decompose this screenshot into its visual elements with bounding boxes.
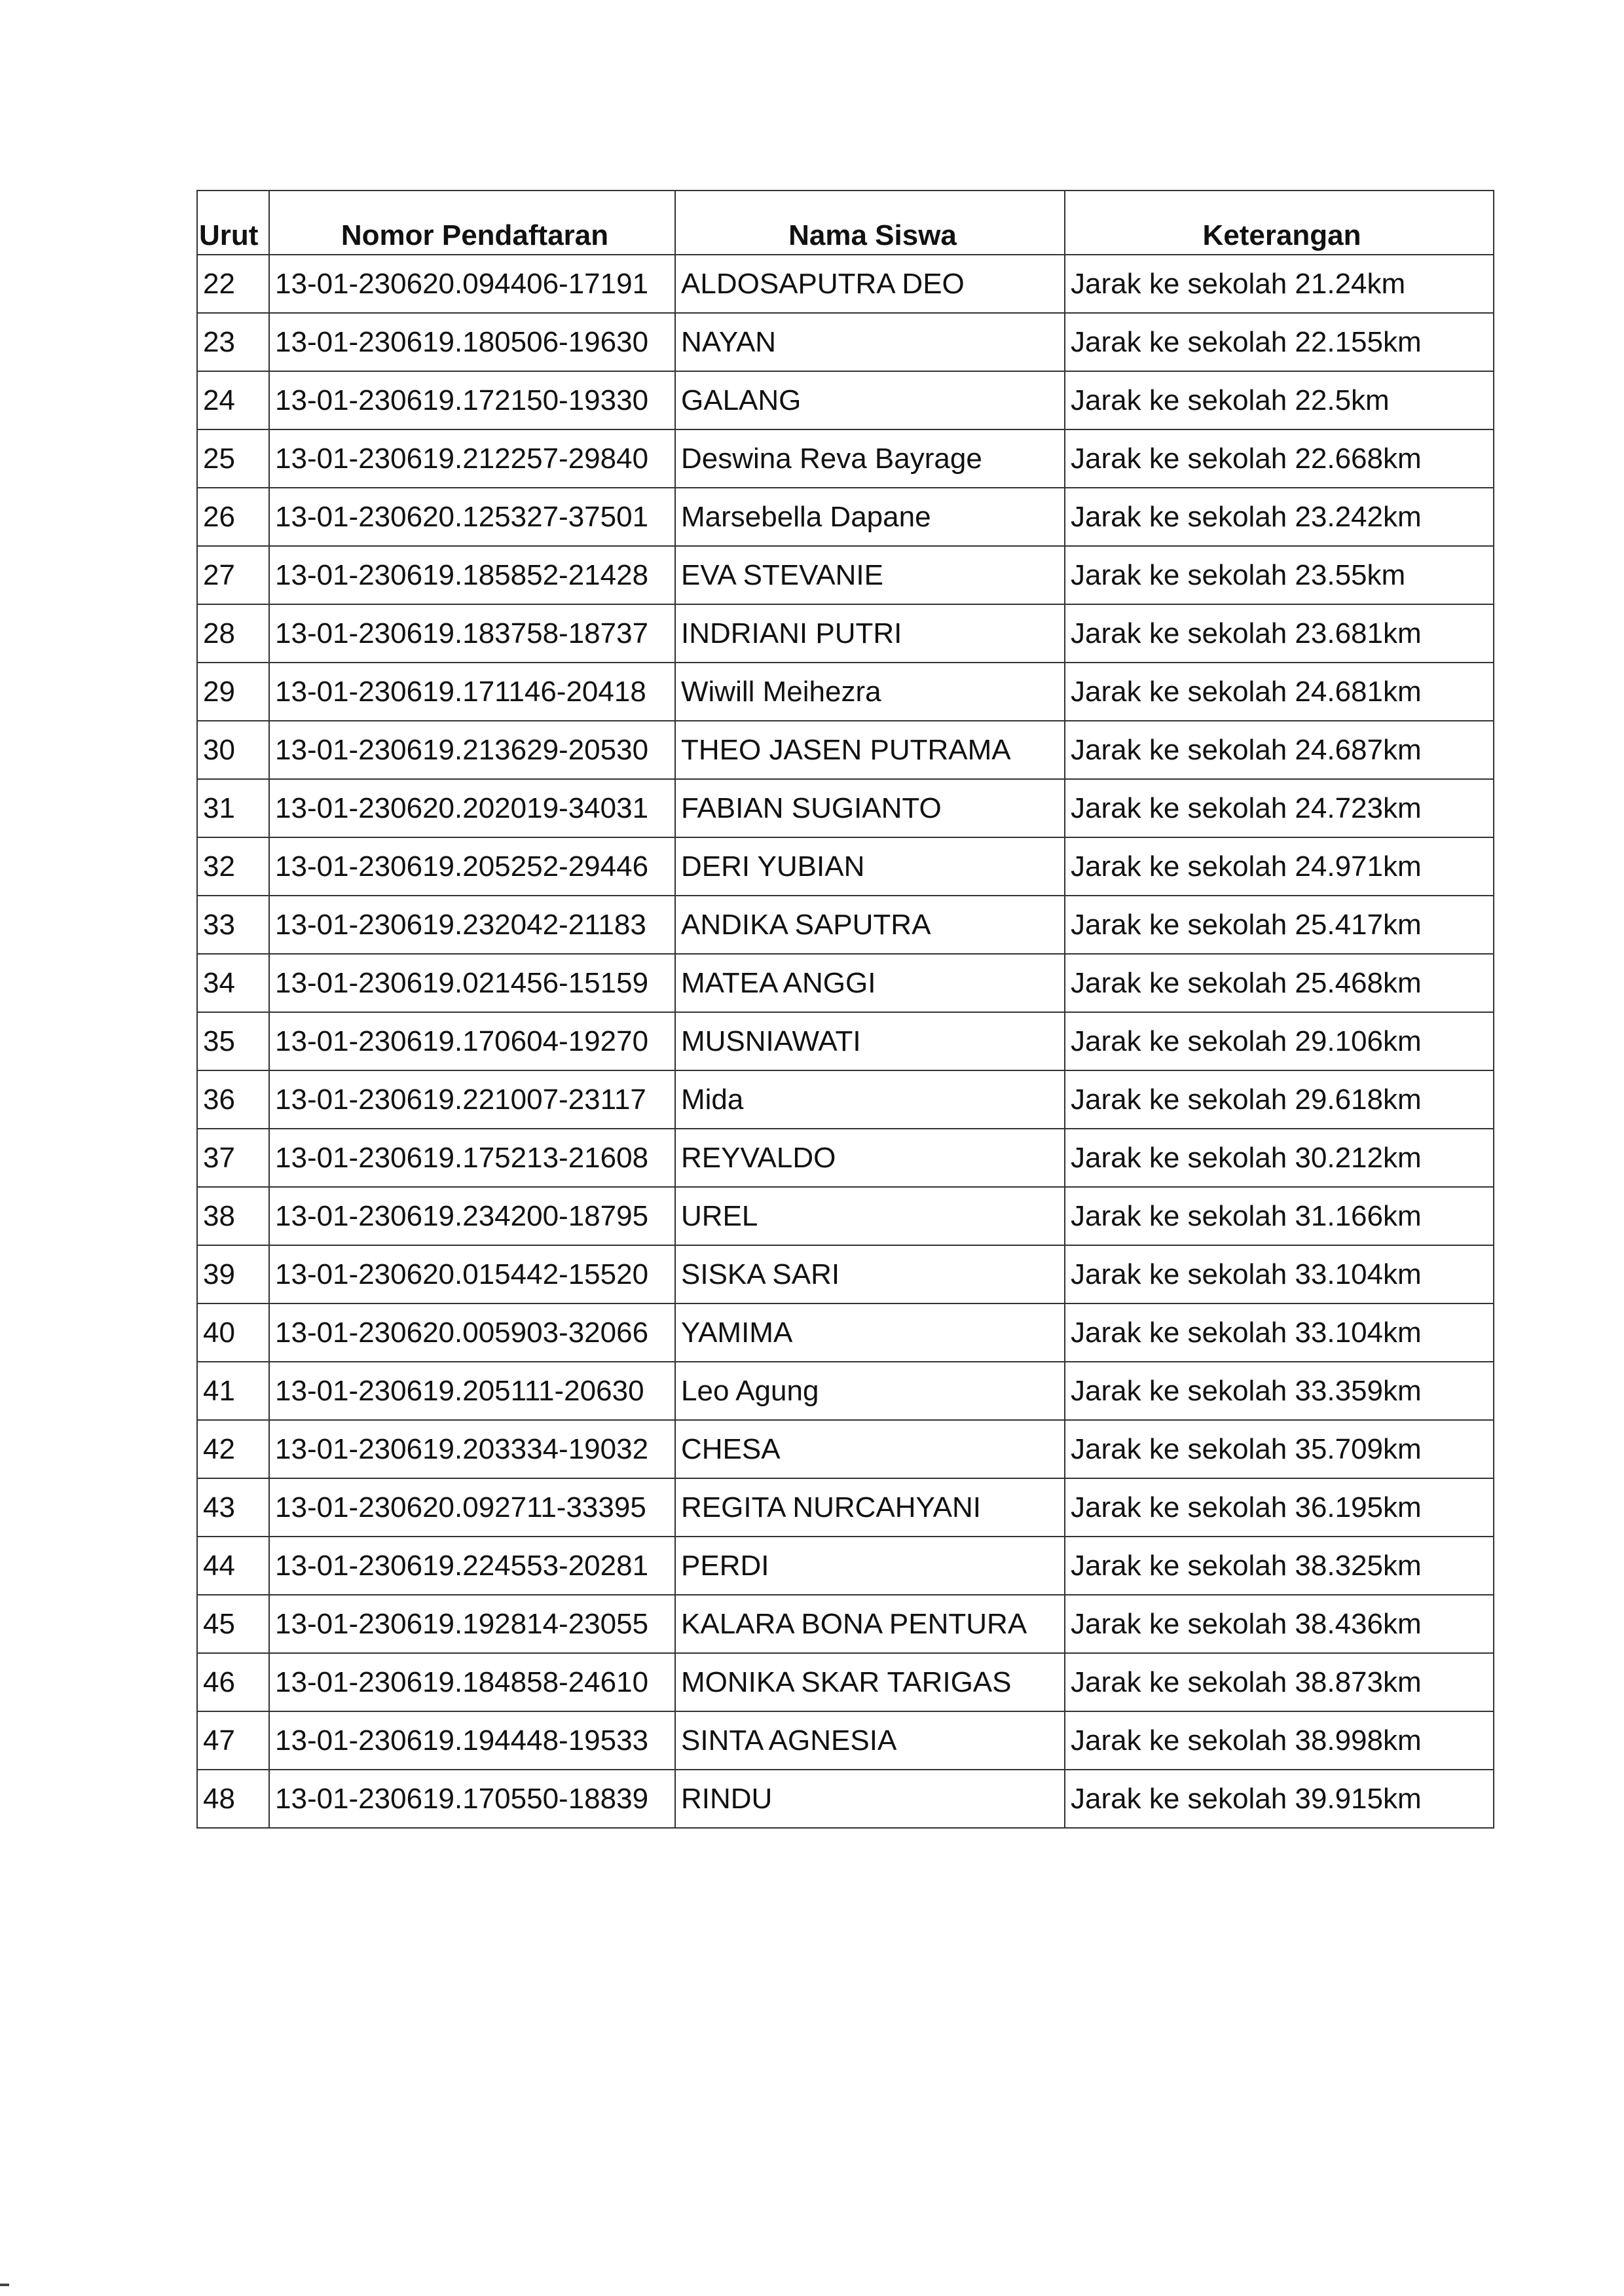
cell-keterangan: Jarak ke sekolah 22.668km (1065, 429, 1494, 488)
cell-urut: 43 (197, 1478, 269, 1537)
table-row (197, 837, 1494, 896)
table-row (197, 1245, 1494, 1303)
cell-nomor-pendaftaran: 13-01-230619.205252-29446 (269, 837, 675, 896)
cell-nomor-pendaftaran: 13-01-230619.221007-23117 (269, 1070, 675, 1129)
cell-keterangan: Jarak ke sekolah 23.55km (1065, 546, 1494, 604)
header-nomor-pendaftaran: Nomor Pendaftaran (269, 191, 675, 255)
cell-nomor-pendaftaran: 13-01-230619.203334-19032 (269, 1420, 675, 1478)
cell-keterangan: Jarak ke sekolah 38.998km (1065, 1711, 1494, 1770)
cell-nama-siswa: SINTA AGNESIA (675, 1711, 1065, 1770)
table-row (197, 779, 1494, 837)
cell-urut: 31 (197, 779, 269, 837)
cell-urut: 22 (197, 255, 269, 313)
table-row (197, 663, 1494, 721)
cell-nomor-pendaftaran: 13-01-230620.005903-32066 (269, 1303, 675, 1362)
cell-nama-siswa: RINDU (675, 1770, 1065, 1828)
table-row (197, 604, 1494, 663)
table-row (197, 896, 1494, 954)
cell-nama-siswa: Leo Agung (675, 1362, 1065, 1420)
table-row (197, 1420, 1494, 1478)
table-row (197, 313, 1494, 371)
cell-nomor-pendaftaran: 13-01-230620.094406-17191 (269, 255, 675, 313)
cell-nomor-pendaftaran: 13-01-230620.125327-37501 (269, 488, 675, 546)
cell-urut: 39 (197, 1245, 269, 1303)
cell-urut: 48 (197, 1770, 269, 1828)
cell-urut: 26 (197, 488, 269, 546)
table-row (197, 721, 1494, 779)
cell-nama-siswa: NAYAN (675, 313, 1065, 371)
student-ranking-table (196, 190, 1494, 1829)
cell-keterangan: Jarak ke sekolah 33.104km (1065, 1303, 1494, 1362)
cell-urut: 40 (197, 1303, 269, 1362)
scan-edge-mark (0, 2284, 9, 2286)
cell-nomor-pendaftaran: 13-01-230619.021456-15159 (269, 954, 675, 1012)
cell-urut: 44 (197, 1537, 269, 1595)
cell-nama-siswa: INDRIANI PUTRI (675, 604, 1065, 663)
cell-nomor-pendaftaran: 13-01-230619.205111-20630 (269, 1362, 675, 1420)
cell-keterangan: Jarak ke sekolah 24.687km (1065, 721, 1494, 779)
cell-keterangan: Jarak ke sekolah 23.242km (1065, 488, 1494, 546)
cell-nama-siswa: THEO JASEN PUTRAMA (675, 721, 1065, 779)
cell-nama-siswa: FABIAN SUGIANTO (675, 779, 1065, 837)
cell-keterangan: Jarak ke sekolah 33.104km (1065, 1245, 1494, 1303)
table-row (197, 1012, 1494, 1070)
cell-urut: 25 (197, 429, 269, 488)
table-row (197, 1770, 1494, 1828)
cell-urut: 41 (197, 1362, 269, 1420)
cell-keterangan: Jarak ke sekolah 36.195km (1065, 1478, 1494, 1537)
cell-keterangan: Jarak ke sekolah 29.618km (1065, 1070, 1494, 1129)
cell-nama-siswa: REYVALDO (675, 1129, 1065, 1187)
cell-keterangan: Jarak ke sekolah 24.971km (1065, 837, 1494, 896)
header-keterangan: Keterangan (1065, 191, 1494, 255)
cell-nomor-pendaftaran: 13-01-230619.194448-19533 (269, 1711, 675, 1770)
cell-nama-siswa: MATEA ANGGI (675, 954, 1065, 1012)
cell-keterangan: Jarak ke sekolah 38.325km (1065, 1537, 1494, 1595)
cell-nomor-pendaftaran: 13-01-230619.185852-21428 (269, 546, 675, 604)
cell-keterangan: Jarak ke sekolah 25.468km (1065, 954, 1494, 1012)
table-header (197, 191, 1494, 255)
cell-nomor-pendaftaran: 13-01-230619.171146-20418 (269, 663, 675, 721)
cell-keterangan: Jarak ke sekolah 39.915km (1065, 1770, 1494, 1828)
cell-urut: 27 (197, 546, 269, 604)
cell-urut: 32 (197, 837, 269, 896)
cell-nama-siswa: Mida (675, 1070, 1065, 1129)
cell-keterangan: Jarak ke sekolah 23.681km (1065, 604, 1494, 663)
cell-urut: 24 (197, 371, 269, 429)
table-row (197, 1362, 1494, 1420)
cell-urut: 35 (197, 1012, 269, 1070)
cell-urut: 38 (197, 1187, 269, 1245)
cell-keterangan: Jarak ke sekolah 29.106km (1065, 1012, 1494, 1070)
cell-urut: 23 (197, 313, 269, 371)
table-row (197, 255, 1494, 313)
cell-nomor-pendaftaran: 13-01-230620.015442-15520 (269, 1245, 675, 1303)
table-row (197, 1537, 1494, 1595)
cell-nomor-pendaftaran: 13-01-230620.092711-33395 (269, 1478, 675, 1537)
cell-keterangan: Jarak ke sekolah 25.417km (1065, 896, 1494, 954)
cell-nomor-pendaftaran: 13-01-230619.170550-18839 (269, 1770, 675, 1828)
cell-nama-siswa: Deswina Reva Bayrage (675, 429, 1065, 488)
cell-keterangan: Jarak ke sekolah 38.873km (1065, 1653, 1494, 1711)
cell-keterangan: Jarak ke sekolah 24.723km (1065, 779, 1494, 837)
cell-nama-siswa: GALANG (675, 371, 1065, 429)
cell-nomor-pendaftaran: 13-01-230619.175213-21608 (269, 1129, 675, 1187)
cell-keterangan: Jarak ke sekolah 30.212km (1065, 1129, 1494, 1187)
cell-urut: 46 (197, 1653, 269, 1711)
table-row (197, 1129, 1494, 1187)
cell-urut: 47 (197, 1711, 269, 1770)
cell-nama-siswa: MONIKA SKAR TARIGAS (675, 1653, 1065, 1711)
cell-nama-siswa: ANDIKA SAPUTRA (675, 896, 1065, 954)
cell-nama-siswa: PERDI (675, 1537, 1065, 1595)
cell-urut: 30 (197, 721, 269, 779)
cell-nama-siswa: EVA STEVANIE (675, 546, 1065, 604)
table-row (197, 954, 1494, 1012)
cell-urut: 45 (197, 1595, 269, 1653)
cell-nama-siswa: MUSNIAWATI (675, 1012, 1065, 1070)
cell-keterangan: Jarak ke sekolah 22.155km (1065, 313, 1494, 371)
table-row (197, 488, 1494, 546)
cell-nomor-pendaftaran: 13-01-230619.180506-19630 (269, 313, 675, 371)
cell-urut: 42 (197, 1420, 269, 1478)
cell-nama-siswa: DERI YUBIAN (675, 837, 1065, 896)
table-row (197, 1303, 1494, 1362)
header-row (197, 191, 1494, 255)
cell-nomor-pendaftaran: 13-01-230619.172150-19330 (269, 371, 675, 429)
header-nama-siswa: Nama Siswa (675, 191, 1065, 255)
cell-urut: 34 (197, 954, 269, 1012)
cell-nomor-pendaftaran: 13-01-230619.232042-21183 (269, 896, 675, 954)
cell-urut: 29 (197, 663, 269, 721)
document-page (196, 190, 1493, 1829)
cell-nomor-pendaftaran: 13-01-230619.170604-19270 (269, 1012, 675, 1070)
table-row (197, 1711, 1494, 1770)
cell-keterangan: Jarak ke sekolah 21.24km (1065, 255, 1494, 313)
cell-nomor-pendaftaran: 13-01-230619.192814-23055 (269, 1595, 675, 1653)
cell-nomor-pendaftaran: 13-01-230619.184858-24610 (269, 1653, 675, 1711)
cell-urut: 37 (197, 1129, 269, 1187)
cell-keterangan: Jarak ke sekolah 24.681km (1065, 663, 1494, 721)
cell-urut: 36 (197, 1070, 269, 1129)
cell-nomor-pendaftaran: 13-01-230619.213629-20530 (269, 721, 675, 779)
table-row (197, 429, 1494, 488)
cell-nomor-pendaftaran: 13-01-230619.183758-18737 (269, 604, 675, 663)
cell-keterangan: Jarak ke sekolah 33.359km (1065, 1362, 1494, 1420)
cell-keterangan: Jarak ke sekolah 31.166km (1065, 1187, 1494, 1245)
table-row (197, 1595, 1494, 1653)
cell-keterangan: Jarak ke sekolah 38.436km (1065, 1595, 1494, 1653)
table-row (197, 546, 1494, 604)
cell-nama-siswa: YAMIMA (675, 1303, 1065, 1362)
cell-urut: 28 (197, 604, 269, 663)
cell-nomor-pendaftaran: 13-01-230619.224553-20281 (269, 1537, 675, 1595)
header-urut: Urut (197, 191, 269, 255)
cell-keterangan: Jarak ke sekolah 22.5km (1065, 371, 1494, 429)
cell-nama-siswa: KALARA BONA PENTURA (675, 1595, 1065, 1653)
table-row (197, 1653, 1494, 1711)
cell-nama-siswa: SISKA SARI (675, 1245, 1065, 1303)
cell-urut: 33 (197, 896, 269, 954)
cell-nama-siswa: Wiwill Meihezra (675, 663, 1065, 721)
table-row (197, 1478, 1494, 1537)
cell-nama-siswa: ALDOSAPUTRA DEO (675, 255, 1065, 313)
cell-nomor-pendaftaran: 13-01-230619.212257-29840 (269, 429, 675, 488)
table-row (197, 371, 1494, 429)
cell-nama-siswa: UREL (675, 1187, 1065, 1245)
table-body (197, 255, 1494, 1828)
table-row (197, 1187, 1494, 1245)
cell-nomor-pendaftaran: 13-01-230620.202019-34031 (269, 779, 675, 837)
cell-keterangan: Jarak ke sekolah 35.709km (1065, 1420, 1494, 1478)
table-row (197, 1070, 1494, 1129)
cell-nama-siswa: Marsebella Dapane (675, 488, 1065, 546)
cell-nomor-pendaftaran: 13-01-230619.234200-18795 (269, 1187, 675, 1245)
cell-nama-siswa: CHESA (675, 1420, 1065, 1478)
cell-nama-siswa: REGITA NURCAHYANI (675, 1478, 1065, 1537)
